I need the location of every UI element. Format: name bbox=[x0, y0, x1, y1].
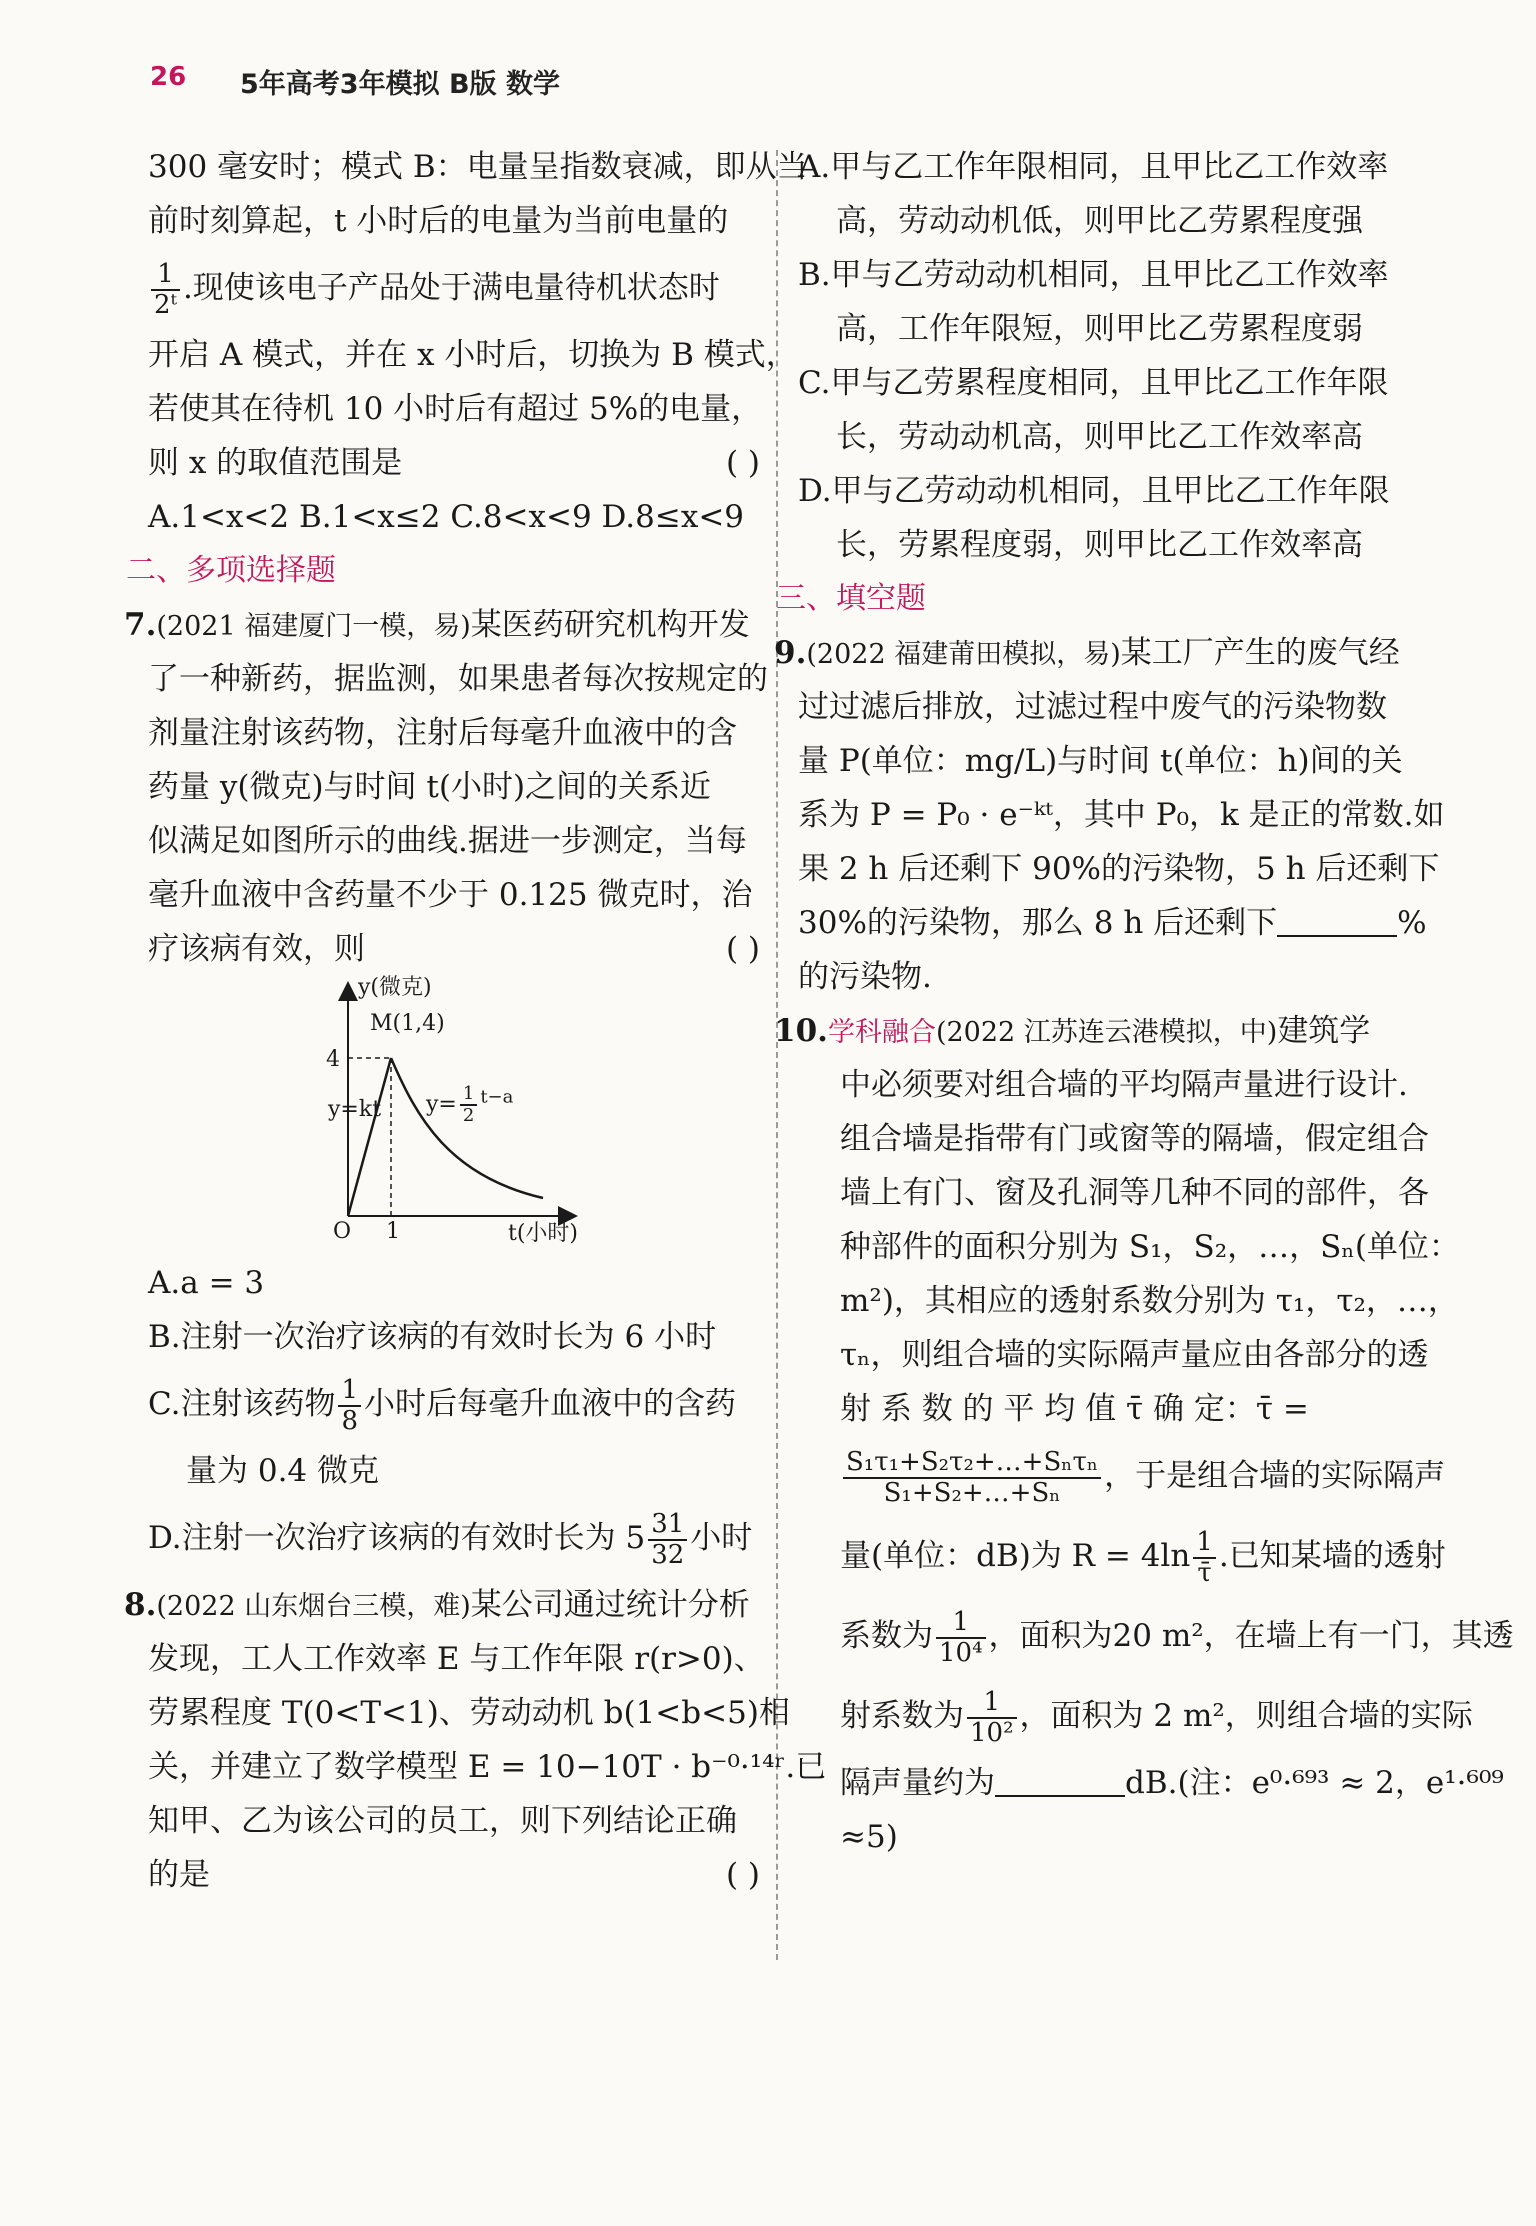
q10-line: m²)，其相应的透射系数分别为 τ₁，τ₂，…， bbox=[840, 1283, 1459, 1319]
q10-first-line: 10.学科融合(2022 江苏连云港模拟，中)建筑学 bbox=[774, 1013, 1371, 1049]
q10-line: 组合墙是指带有门或窗等的隔墙，假定组合 bbox=[840, 1121, 1429, 1157]
answer-blank[interactable] bbox=[995, 1765, 1125, 1797]
section-heading: 三、填空题 bbox=[776, 581, 926, 616]
q6-line: 则 x 的取值范围是 ( ) bbox=[148, 436, 760, 490]
q8-option-d-cont: 长，劳累程度弱，则甲比乙工作效率高 bbox=[836, 527, 1363, 563]
q9-line: 的污染物. bbox=[798, 959, 932, 995]
q8-first-line: 8.(2022 山东烟台三模，难)某公司通过统计分析 bbox=[124, 1587, 750, 1623]
q7-line: 了一种新药，据监测，如果患者每次按规定的 bbox=[148, 661, 768, 697]
left-column bbox=[124, 140, 827, 1902]
q7-option-b: B.注射一次治疗该病的有效时长为 6 小时 bbox=[148, 1319, 717, 1355]
q10-line: ≈5) bbox=[840, 1819, 898, 1855]
q7-option-c-cont: 量为 0.4 微克 bbox=[186, 1453, 380, 1489]
q8-option-b-cont: 高，工作年限短，则甲比乙劳累程度弱 bbox=[836, 311, 1363, 347]
q6-fraction: $\frac{1}{\text{2ᵗ}}$ bbox=[151, 260, 180, 319]
question-number: 7. bbox=[124, 607, 157, 643]
q7-line: 毫升血液中含药量不少于 0.125 微克时，治 bbox=[148, 877, 753, 913]
q8-option-a-cont: 高，劳动动机低，则甲比乙劳累程度强 bbox=[836, 203, 1363, 239]
column-divider bbox=[776, 150, 778, 1960]
q10-blank-line: 隔声量约为 dB.(注：e⁰·⁶⁹³ ≈ 2，e¹·⁶⁰⁹ bbox=[840, 1765, 1504, 1801]
q8-option-c: C.甲与乙劳累程度相同，且甲比乙工作年限 bbox=[798, 365, 1389, 401]
q7-line: 疗该病有效，则 ( ) bbox=[148, 922, 760, 976]
q9-line: 果 2 h 后还剩下 90%的污染物，5 h 后还剩下 bbox=[798, 851, 1440, 887]
q8-line: 的是 ( ) bbox=[148, 1848, 760, 1902]
q9-first-line: 9.(2022 福建莆田模拟，易)某工厂产生的废气经 bbox=[774, 635, 1400, 671]
q6-line: 300 毫安时；模式 B：电量呈指数衰减，即从当 bbox=[148, 149, 808, 185]
q8-line: 知甲、乙为该公司的员工，则下列结论正确 bbox=[148, 1803, 737, 1839]
q8-line: 劳累程度 T(0<T<1)、劳动动机 b(1<b<5)相 bbox=[148, 1695, 790, 1731]
q8-option-c-cont: 长，劳动动机高，则甲比乙工作效率高 bbox=[836, 419, 1363, 455]
q10-average-formula: $\frac{\text{S₁τ₁+S₂τ₂+…+Sₙτₙ}}{\text{S₁+S₂+…+Sₙ}}$ ，于是组合墙的实际隔声 bbox=[798, 1436, 1438, 1516]
q9-line: 量 P(单位：mg/L)与时间 t(单位：h)间的关 bbox=[798, 743, 1403, 779]
q10-R-formula: 量(单位：dB)为 R = 4ln $\frac{1}{\taū}$ .已知某墙的透射 bbox=[840, 1526, 1446, 1588]
question-source: (2021 福建厦门一模，易) bbox=[156, 611, 471, 642]
answer-paren: ( ) bbox=[725, 1857, 760, 1893]
q9-line: 系为 P = P₀ · e⁻ᵏᵗ，其中 P₀，k 是正的常数.如 bbox=[798, 797, 1445, 833]
q10-line: 墙上有门、窗及孔洞等几种不同的部件，各 bbox=[840, 1175, 1429, 1211]
question-source: (2022 山东烟台三模，难) bbox=[156, 1591, 471, 1622]
q7-option-a: A.a = 3 bbox=[148, 1265, 265, 1301]
question-number: 9. bbox=[774, 635, 807, 671]
q10-door-line: 射系数为 $\frac{1}{\text{10²}}$ ，面积为 2 m²，则组合墙的实际 bbox=[840, 1686, 1473, 1748]
q8-option-b: B.甲与乙劳动动机相同，且甲比乙工作效率 bbox=[798, 257, 1389, 293]
q8-option-d: D.甲与乙劳动动机相同，且甲比乙工作年限 bbox=[798, 473, 1390, 509]
curve-label: y= $\frac{1}{2}$ $^{t-a}$ bbox=[426, 1083, 514, 1126]
q6-line: 开启 A 模式，并在 x 小时后，切换为 B 模式， bbox=[148, 337, 797, 373]
q6-line: 前时刻算起，t 小时后的电量为当前电量的 bbox=[148, 203, 729, 239]
q7-line: 药量 y(微克)与时间 t(小时)之间的关系近 bbox=[148, 769, 712, 805]
question-source: (2022 江苏连云港模拟，中) bbox=[935, 1017, 1278, 1048]
q10-wall-line: 系数为 $\frac{1}{\text{10⁴}}$ ，面积为20 m²，在墙上有一门，其透 bbox=[840, 1606, 1514, 1668]
q7-line: 剂量注射该药物，注射后每毫升血液中的含 bbox=[148, 715, 737, 751]
question-number: 10. bbox=[774, 1013, 828, 1049]
answer-paren: ( ) bbox=[725, 445, 760, 481]
origin-label: O bbox=[333, 1219, 352, 1244]
q10-line: 射 系 数 的 平 均 值 τ̄ 确 定：τ̄ = bbox=[840, 1391, 1309, 1427]
q7-first-line: 7.(2021 福建厦门一模，易)某医药研究机构开发 bbox=[124, 607, 750, 643]
q9-line: 过过滤后排放，过滤过程中废气的污染物数 bbox=[798, 689, 1387, 725]
y-tick-label: 4 bbox=[326, 1047, 340, 1072]
page-number: 26 bbox=[150, 62, 187, 92]
section-heading: 二、多项选择题 bbox=[126, 553, 336, 588]
point-label: M(1,4) bbox=[370, 1011, 445, 1036]
q8-option-a: A.甲与乙工作年限相同，且甲比乙工作效率 bbox=[798, 149, 1389, 185]
right-column bbox=[774, 140, 1514, 1864]
question-number: 8. bbox=[124, 1587, 157, 1623]
linear-segment bbox=[348, 1058, 391, 1216]
q8-line: 发现，工人工作效率 E 与工作年限 r(r>0)、 bbox=[148, 1641, 765, 1677]
q8-line: 关，并建立了数学模型 E = 10−10T · b⁻⁰·¹⁴ʳ.已 bbox=[148, 1749, 827, 1785]
subject-tag: 学科融合 bbox=[827, 1017, 936, 1048]
q9-blank-line: 30%的污染物，那么 8 h 后还剩下 % bbox=[798, 905, 1427, 941]
answer-blank[interactable] bbox=[1277, 905, 1397, 937]
q7-graph bbox=[148, 976, 760, 1256]
answer-paren: ( ) bbox=[725, 931, 760, 967]
x-axis-label: t(小时) bbox=[508, 1221, 579, 1246]
q6-line: 若使其在待机 10 小时后有超过 5%的电量， bbox=[148, 391, 763, 427]
q10-line: 种部件的面积分别为 S₁，S₂，…，Sₙ(单位： bbox=[840, 1229, 1460, 1265]
q7-line: 似满足如图所示的曲线.据进一步测定，当每 bbox=[148, 823, 747, 859]
x-tick-label: 1 bbox=[386, 1219, 400, 1244]
q7-option-d: D.注射一次治疗该病的有效时长为 5 $\frac{31}{32}$ 小时 bbox=[148, 1508, 753, 1570]
question-source: (2022 福建莆田模拟，易) bbox=[806, 639, 1121, 670]
q10-line: τₙ，则组合墙的实际隔声量应由各部分的透 bbox=[840, 1337, 1429, 1373]
q10-line: 中必须要对组合墙的平均隔声量进行设计. bbox=[840, 1067, 1408, 1103]
line-label: y=kt bbox=[328, 1097, 382, 1122]
y-axis-label: y(微克) bbox=[358, 975, 432, 1000]
q6-fraction-line: $\frac{1}{\text{2ᵗ}}$ .现使该电子产品处于满电量待机状态时 bbox=[148, 248, 760, 328]
q7-option-c: C.注射该药物 $\frac{1}{8}$ 小时后每毫升血液中的含药 bbox=[148, 1374, 737, 1436]
book-title: 5年高考3年模拟 B版 数学 bbox=[240, 69, 560, 100]
decay-curve bbox=[391, 1058, 543, 1198]
q6-options: A.1<x<2 B.1<x≤2 C.8<x<9 D.8≤x<9 bbox=[148, 499, 745, 535]
